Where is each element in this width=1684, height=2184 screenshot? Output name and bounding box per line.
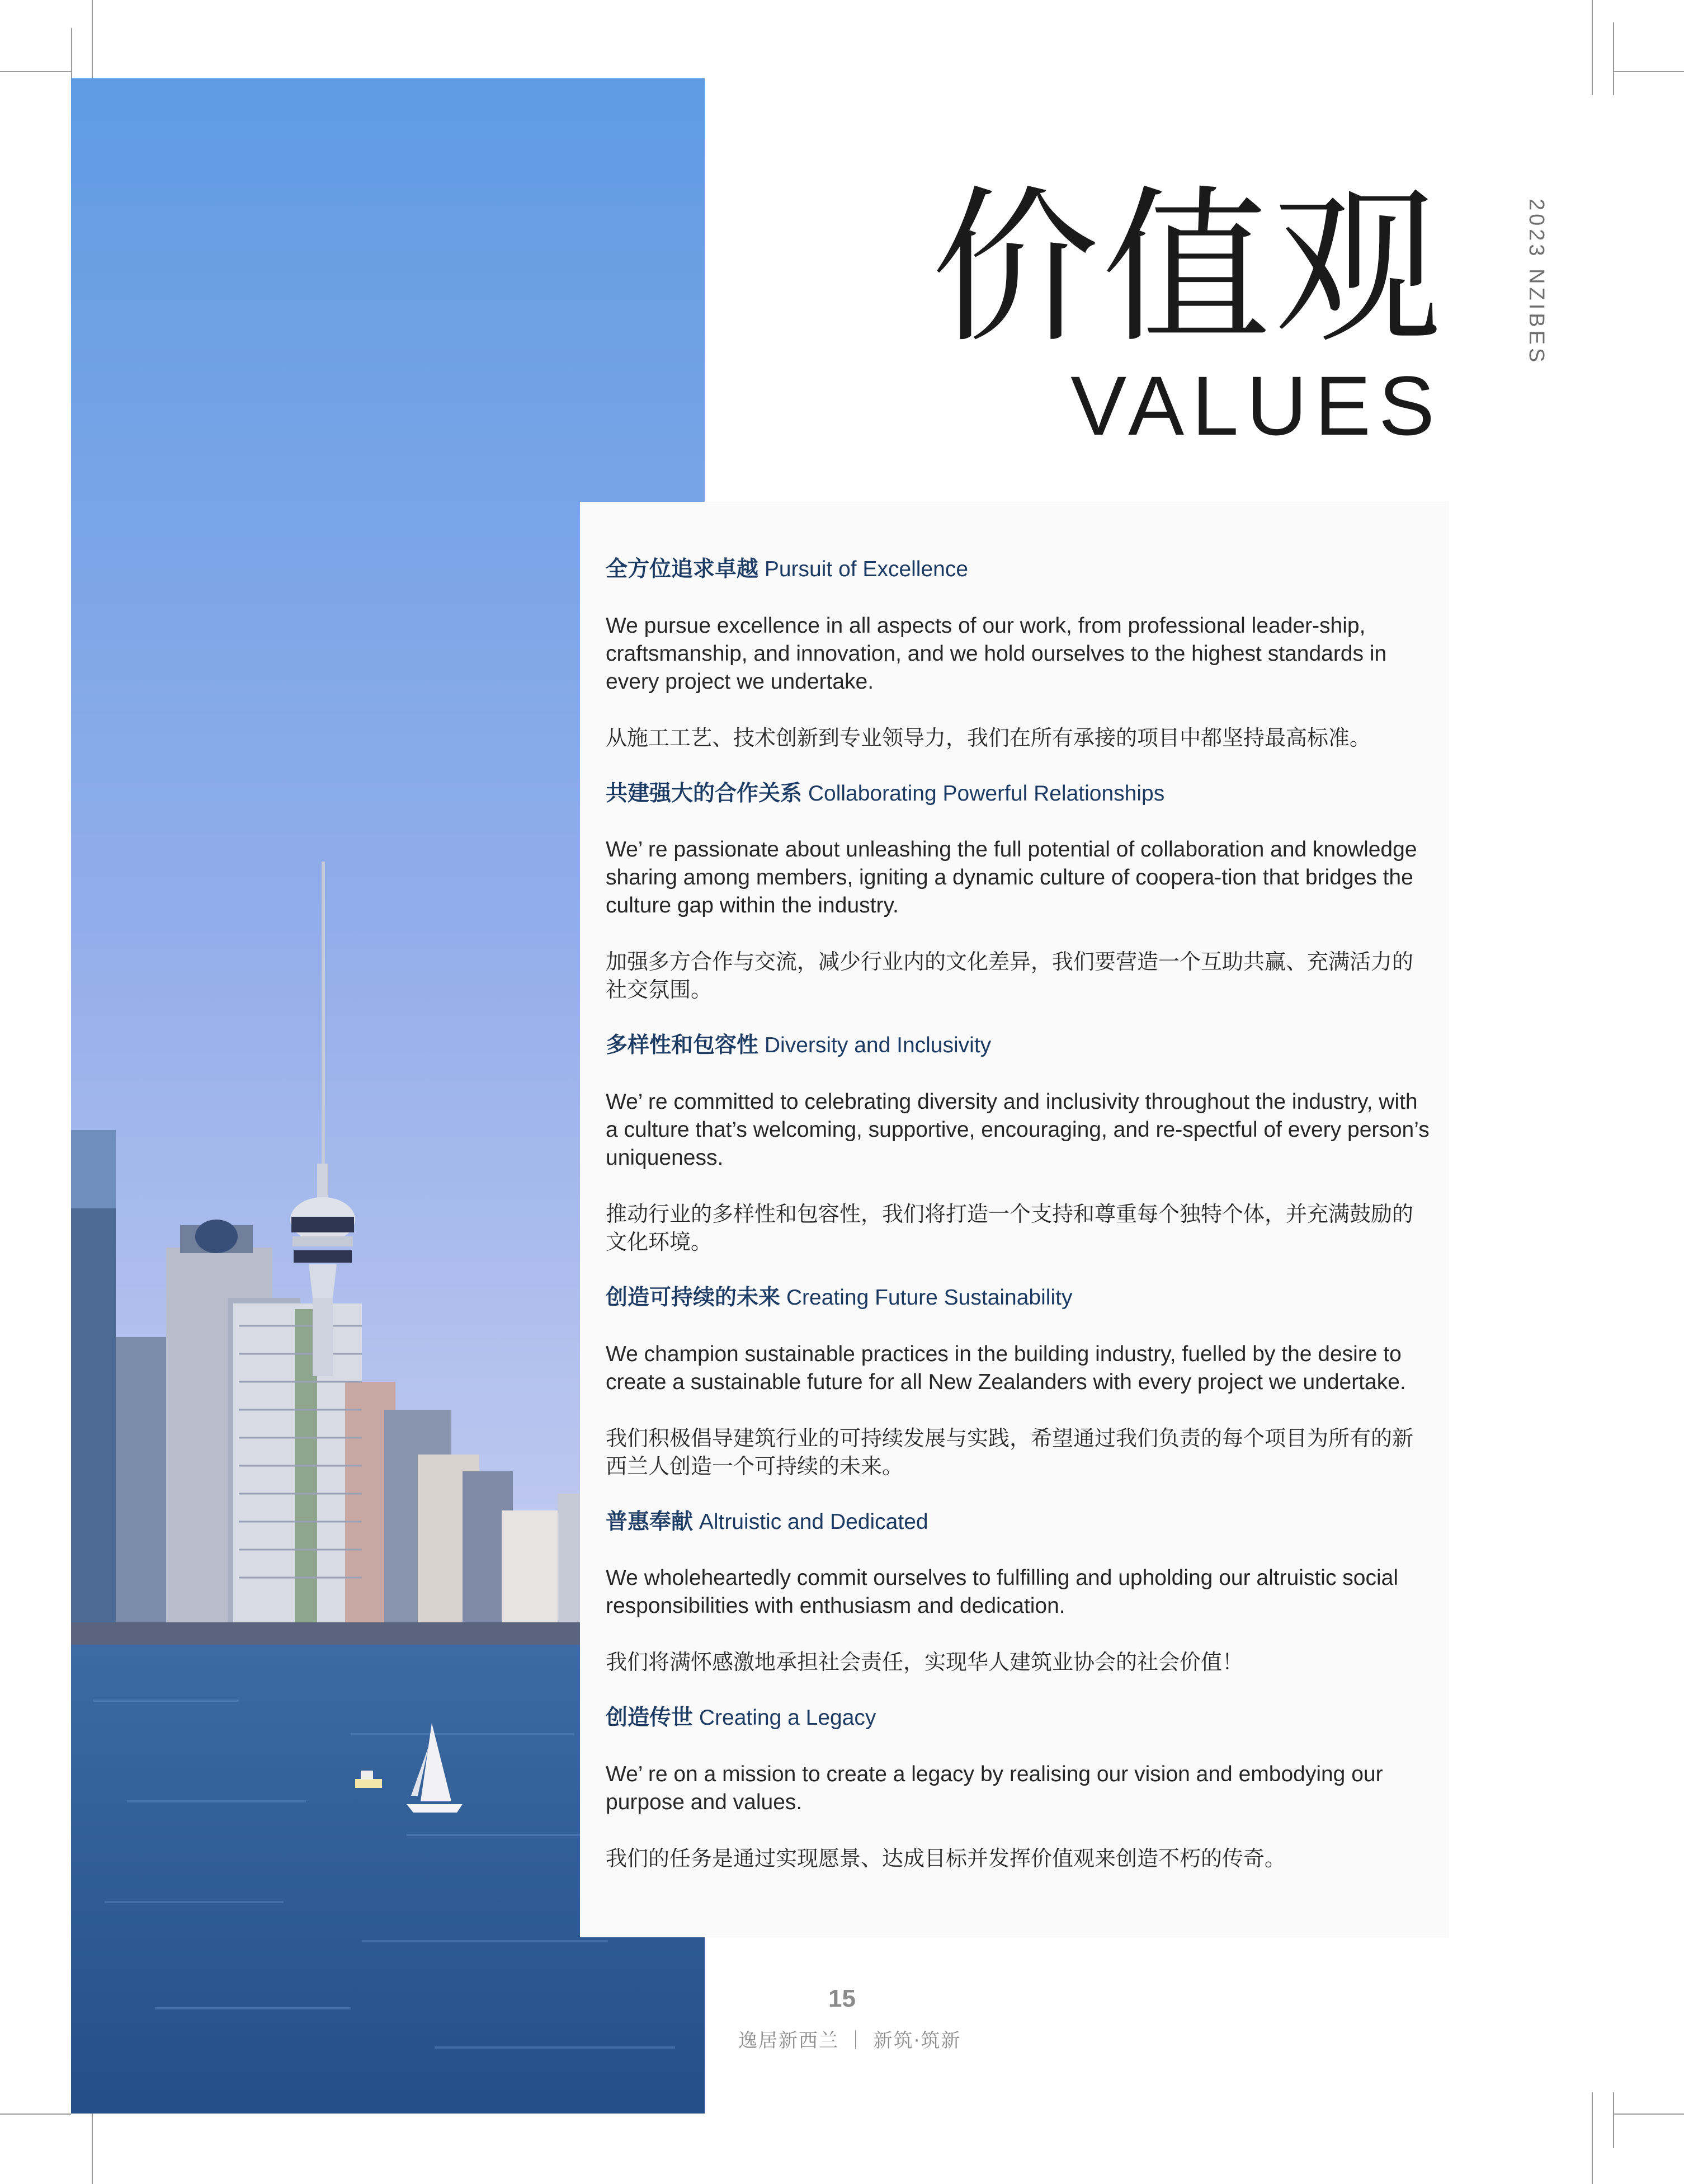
page-title-english: VALUES	[1070, 359, 1442, 453]
value-body-en: We’ re on a mission to create a legacy by realising our vision and embodying our purpose and values.	[606, 1762, 1383, 1815]
value-body-zh: 从施工工艺、技术创新到专业领导力，我们在所有承接的项目中都坚持最高标准。	[606, 725, 1371, 750]
value-body-en: We pursue excellence in all aspects of our work, from professional leader-ship, craftsmanship, and innovation, and we hold ourselves to the highest standards in every project we undertake.	[606, 613, 1387, 694]
value-heading-zh: 创造传世	[606, 1705, 694, 1731]
value-body-zh: 加强多方合作与交流，减少行业内的文化差异，我们要营造一个互助共赢、充满活力的社交氛围。	[606, 949, 1414, 1002]
value-heading-en: Collaborating Powerful Relationships	[808, 781, 1165, 806]
value-heading-zh: 共建强大的合作关系	[606, 780, 803, 806]
value-heading-en: Diversity and Inclusivity	[764, 1033, 992, 1058]
value-heading	[606, 1032, 1426, 1060]
page-number: 15	[828, 1985, 856, 2012]
crop-mark	[0, 71, 71, 72]
crop-mark	[92, 2114, 93, 2184]
crop-mark	[0, 2114, 71, 2115]
value-body-zh: 推动行业的多样性和包容性，我们将打造一个支持和尊重每个独特个体，并充满鼓励的文化环境。	[606, 1202, 1414, 1255]
value-heading	[606, 1284, 1426, 1312]
value-section	[606, 1284, 1426, 1480]
value-heading	[606, 1704, 1426, 1733]
crop-mark	[1613, 2114, 1684, 2115]
value-heading	[606, 556, 1426, 584]
value-body-zh: 我们的任务是通过实现愿景、达成目标并发挥价值观来创造不朽的传奇。	[606, 1846, 1286, 1871]
value-heading-en: Altruistic and Dedicated	[699, 1509, 928, 1534]
value-section	[606, 780, 1426, 1004]
page-title-chinese: 价值观	[931, 171, 1445, 366]
value-heading-en: Creating Future Sustainability	[786, 1286, 1073, 1310]
value-heading-en: Pursuit of Excellence	[764, 557, 969, 581]
value-body-en: We wholeheartedly commit ourselves to fulfilling and upholding our altruistic social responsibilities with enthusiasm and dedication.	[606, 1566, 1398, 1618]
value-body-zh: 我们积极倡导建筑行业的可持续发展与实践，希望通过我们负责的每个项目为所有的新西兰人创造一个可持续的未来。	[606, 1425, 1414, 1479]
values-card	[580, 502, 1449, 1937]
value-heading	[606, 780, 1426, 808]
value-heading-zh: 创造可持续的未来	[606, 1285, 781, 1311]
value-body-en: We’ re passionate about unleashing the full potential of collaboration and knowledge sharing among members, igniting a dynamic culture of coopera-tion that bridges the culture gap within the industry.	[606, 837, 1417, 918]
side-label: 2023 NZIBES	[1525, 199, 1548, 366]
value-body-zh: 我们将满怀感激地承担社会责任，实现华人建筑业协会的社会价值！	[606, 1650, 1244, 1675]
crop-mark	[1613, 22, 1614, 95]
value-body-en: We champion sustainable practices in the building industry, fuelled by the desire to create a sustainable future for all New Zealanders with every project we undertake.	[606, 1342, 1406, 1394]
value-heading-zh: 全方位追求卓越	[606, 557, 759, 582]
value-heading-en: Creating a Legacy	[699, 1706, 876, 1730]
value-section	[606, 1508, 1426, 1677]
crop-mark	[71, 28, 72, 78]
value-heading-zh: 普惠奉献	[606, 1509, 694, 1535]
value-heading	[606, 1508, 1426, 1537]
crop-mark	[1613, 2092, 1614, 2148]
crop-mark	[1592, 2092, 1593, 2184]
value-section	[606, 1704, 1426, 1872]
crop-mark	[1613, 71, 1684, 72]
value-section	[606, 556, 1426, 752]
footer-tagline: 逸居新西兰 ｜ 新筑·筑新	[738, 2030, 961, 2052]
value-body-en: We’ re committed to celebrating diversity and inclusivity throughout the industry, with a culture that’s welcoming, supportive, encouraging, and re-spectful of every person’s uniqueness.	[606, 1090, 1430, 1170]
value-section	[606, 1032, 1430, 1256]
value-heading-zh: 多样性和包容性	[606, 1033, 759, 1058]
crop-mark	[1592, 0, 1593, 95]
